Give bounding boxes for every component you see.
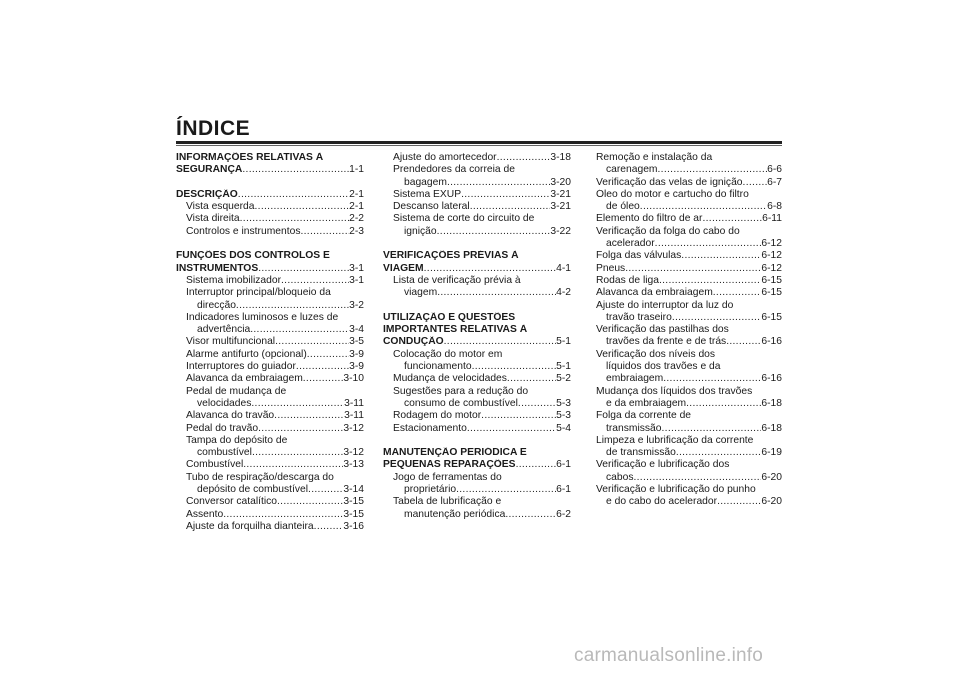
toc-dot-leader bbox=[640, 201, 767, 213]
toc-dot-leader bbox=[505, 509, 556, 521]
toc-entry-text: Sistema de corte do circuito de bbox=[393, 213, 535, 225]
toc-entry-text: Sugestões para a redução do bbox=[393, 385, 529, 397]
toc-entry-text: Tabela de lubrificação e bbox=[393, 496, 502, 508]
toc-entry[interactable] bbox=[176, 496, 364, 508]
toc-page-number: 3-9 bbox=[349, 361, 364, 373]
toc-entry[interactable] bbox=[383, 152, 571, 164]
toc-column-1 bbox=[176, 152, 364, 533]
toc-entry-text: Visor multifuncional bbox=[186, 336, 276, 348]
toc-entry[interactable] bbox=[596, 423, 782, 435]
toc-dot-leader bbox=[655, 238, 762, 250]
toc-entry[interactable] bbox=[176, 484, 364, 496]
toc-entry-text: depósito de combustível bbox=[197, 484, 309, 496]
toc-entry[interactable] bbox=[383, 189, 571, 201]
toc-section-heading bbox=[176, 152, 364, 164]
toc-page-number: 6-15 bbox=[761, 311, 782, 323]
toc-page-number: 6-1 bbox=[556, 459, 571, 471]
toc-entry-text: CONDUÇÃO bbox=[383, 336, 444, 348]
toc-page-number: 2-1 bbox=[349, 188, 364, 200]
toc-entry-text: viagem bbox=[404, 287, 438, 299]
toc-dot-leader bbox=[663, 373, 761, 385]
toc-page-number: 2-3 bbox=[349, 225, 364, 237]
toc-entry-text: Combustível bbox=[186, 459, 244, 471]
toc-dot-leader bbox=[223, 509, 343, 521]
toc-entry-text: Sistema imobilizador bbox=[186, 274, 281, 286]
toc-entry[interactable] bbox=[176, 361, 364, 373]
toc-entry-text: Prendedores da correia de bbox=[393, 164, 515, 176]
toc-section-heading[interactable] bbox=[383, 459, 571, 471]
toc-section-heading bbox=[383, 324, 571, 336]
toc-entry-text: ignição bbox=[404, 225, 437, 237]
toc-page-number: 3-2 bbox=[349, 299, 364, 311]
toc-dot-leader bbox=[702, 213, 762, 225]
page-title: ÍNDICE bbox=[176, 117, 251, 140]
toc-entry-text: cabos bbox=[606, 471, 634, 483]
toc-dot-leader bbox=[470, 201, 551, 213]
toc-entry[interactable] bbox=[383, 509, 571, 521]
toc-page-number: 3-9 bbox=[349, 348, 364, 360]
toc-entry-text: advertência bbox=[197, 324, 251, 336]
toc-entry-text: Remoção e instalação da bbox=[596, 152, 713, 163]
toc-page-number: 3-12 bbox=[343, 422, 364, 434]
toc-entry[interactable] bbox=[176, 459, 364, 471]
toc-dot-leader bbox=[303, 373, 344, 385]
toc-entry bbox=[383, 213, 571, 225]
toc-entry-text: Verificação das velas de ignição bbox=[596, 176, 743, 188]
toc-entry-text: Controlos e instrumentos bbox=[186, 225, 301, 237]
toc-entry[interactable] bbox=[383, 287, 571, 299]
toc-dot-leader bbox=[518, 398, 556, 410]
toc-entry[interactable] bbox=[176, 521, 364, 533]
toc-page-number: 5-4 bbox=[556, 422, 571, 434]
toc-entry-text: Alavanca do travão bbox=[186, 410, 275, 422]
toc-entry[interactable] bbox=[176, 410, 364, 422]
toc-entry-text: velocidades bbox=[197, 397, 252, 409]
toc-entry[interactable] bbox=[176, 300, 364, 312]
toc-entry-text: Sistema EXUP bbox=[393, 188, 462, 200]
toc-entry bbox=[176, 472, 364, 484]
toc-entry bbox=[596, 300, 782, 312]
toc-entry-text: Alarme antifurto (opcional) bbox=[186, 348, 307, 360]
toc-page-number: 6-20 bbox=[761, 496, 782, 508]
toc-entry-text: Colocação do motor em bbox=[393, 348, 503, 360]
toc-entry[interactable] bbox=[383, 361, 571, 373]
toc-spacer bbox=[383, 300, 571, 312]
toc-entry bbox=[383, 164, 571, 176]
toc-dot-leader bbox=[242, 164, 349, 176]
toc-page-number: 1-1 bbox=[349, 164, 364, 176]
toc-dot-leader bbox=[307, 349, 349, 361]
toc-entry-text: de óleo bbox=[606, 201, 640, 213]
toc-entry[interactable] bbox=[596, 213, 782, 225]
toc-page-number: 5-2 bbox=[556, 373, 571, 385]
toc-dot-leader bbox=[240, 213, 349, 225]
toc-dot-leader bbox=[662, 423, 762, 435]
toc-entry-text: Jogo de ferramentas do bbox=[393, 471, 502, 483]
toc-entry-text: Rodagem do motor bbox=[393, 410, 482, 422]
toc-entry-text: manutenção periódica bbox=[404, 508, 506, 520]
toc-page-number: 6-18 bbox=[761, 397, 782, 409]
toc-entry bbox=[176, 287, 364, 299]
toc-entry-text: travões da frente e de trás bbox=[606, 336, 727, 348]
toc-entry-text: Descanso lateral bbox=[393, 201, 470, 213]
toc-section-heading[interactable] bbox=[383, 336, 571, 348]
toc-entry bbox=[596, 459, 782, 471]
toc-dot-leader bbox=[424, 263, 556, 275]
toc-entry bbox=[596, 484, 782, 496]
toc-page-number: 6-2 bbox=[556, 508, 571, 520]
toc-entry-text: INFORMAÇÕES RELATIVAS À bbox=[176, 152, 324, 163]
toc-entry-text: IMPORTANTES RELATIVAS À bbox=[383, 324, 528, 336]
toc-page-number: 3-4 bbox=[349, 324, 364, 336]
toc-page-number: 2-1 bbox=[349, 201, 364, 213]
toc-entry-text: PEQUENAS REPARAÇÕES bbox=[383, 459, 516, 471]
toc-page-number: 3-1 bbox=[349, 274, 364, 286]
toc-page-number: 5-1 bbox=[556, 361, 571, 373]
toc-entry-text: Indicadores luminosos e luzes de bbox=[186, 311, 339, 323]
toc-page-number: 6-1 bbox=[556, 484, 571, 496]
toc-entry-text: Ajuste da forquilha dianteira bbox=[186, 520, 314, 532]
toc-dot-leader bbox=[743, 177, 768, 189]
toc-dot-leader bbox=[275, 336, 349, 348]
toc-entry bbox=[596, 361, 782, 373]
toc-entry bbox=[596, 435, 782, 447]
toc-page-number: 6-16 bbox=[761, 373, 782, 385]
toc-entry-text: consumo de combustível bbox=[404, 397, 518, 409]
toc-dot-leader bbox=[281, 275, 349, 287]
toc-entry-text: Verificação e lubrificação do punho bbox=[596, 484, 756, 496]
toc-entry bbox=[596, 349, 782, 361]
toc-entry[interactable] bbox=[176, 509, 364, 521]
toc-page-number: 3-21 bbox=[550, 188, 571, 200]
toc-section-heading bbox=[383, 250, 571, 262]
toc-dot-leader bbox=[258, 423, 343, 435]
toc-column-3 bbox=[596, 152, 782, 509]
toc-entry[interactable] bbox=[176, 336, 364, 348]
toc-entry[interactable] bbox=[176, 398, 364, 410]
toc-section-heading bbox=[383, 447, 571, 459]
toc-dot-leader bbox=[236, 300, 349, 312]
toc-entry-text: Tubo de respiração/descarga do bbox=[186, 471, 334, 483]
toc-dot-leader bbox=[497, 152, 551, 164]
toc-entry[interactable] bbox=[596, 472, 782, 484]
toc-entry-text: Verificação dos níveis dos bbox=[596, 348, 716, 360]
toc-entry-text: líquidos dos travões e da bbox=[606, 361, 721, 373]
toc-page-number: 4-2 bbox=[556, 287, 571, 299]
toc-entry-text: Limpeza e lubrificação da corrente bbox=[596, 434, 754, 446]
toc-entry bbox=[383, 275, 571, 287]
toc-entry[interactable] bbox=[596, 287, 782, 299]
toc-page-number: 3-10 bbox=[343, 373, 364, 385]
toc-entry-text: acelerador bbox=[606, 238, 655, 250]
toc-dot-leader bbox=[437, 226, 551, 238]
toc-entry-text: combustível bbox=[197, 447, 252, 459]
watermark: carmanualsonline.info bbox=[574, 645, 764, 666]
toc-dot-leader bbox=[296, 361, 349, 373]
toc-spacer bbox=[383, 435, 571, 447]
toc-entry[interactable] bbox=[176, 373, 364, 385]
toc-entry-text: Verificação da folga do cabo do bbox=[596, 225, 740, 237]
toc-page-number: 3-5 bbox=[349, 336, 364, 348]
toc-entry[interactable] bbox=[176, 226, 364, 238]
toc-entry[interactable] bbox=[383, 398, 571, 410]
toc-dot-leader bbox=[658, 164, 768, 176]
toc-entry-text: Elemento do filtro de ar bbox=[596, 213, 703, 225]
toc-entry-text: Vista esquerda bbox=[186, 201, 255, 213]
toc-page-number: 6-15 bbox=[761, 274, 782, 286]
toc-page-number: 6-11 bbox=[762, 213, 782, 225]
toc-dot-leader bbox=[461, 189, 550, 201]
toc-entry-text: Alavanca da embraiagem bbox=[186, 373, 303, 385]
toc-entry[interactable] bbox=[383, 201, 571, 213]
toc-entry-text: Rodas de liga bbox=[596, 274, 659, 286]
toc-page-number: 5-1 bbox=[556, 336, 571, 348]
toc-page-number: 3-22 bbox=[550, 225, 571, 237]
toc-dot-leader bbox=[456, 484, 556, 496]
toc-entry-text: Interruptor principal/bloqueio da bbox=[186, 287, 331, 299]
toc-entry[interactable] bbox=[596, 201, 782, 213]
toc-entry[interactable] bbox=[596, 447, 782, 459]
toc-entry-text: Estacionamento bbox=[393, 422, 467, 434]
toc-page-number: 3-11 bbox=[344, 410, 364, 422]
toc-entry bbox=[383, 496, 571, 508]
toc-entry[interactable] bbox=[383, 423, 571, 435]
toc-dot-leader bbox=[625, 263, 761, 275]
toc-page-number: 3-11 bbox=[344, 397, 364, 409]
toc-dot-leader bbox=[472, 361, 557, 373]
toc-section-heading[interactable] bbox=[176, 263, 364, 275]
toc-entry-text: Alavanca da embraiagem bbox=[596, 287, 713, 299]
toc-page-number: 3-15 bbox=[343, 508, 364, 520]
toc-dot-leader bbox=[314, 521, 344, 533]
toc-entry-text: embraiagem bbox=[606, 373, 664, 385]
toc-page-number: 3-20 bbox=[550, 176, 571, 188]
toc-entry bbox=[383, 472, 571, 484]
toc-entry-text: de transmissão bbox=[606, 447, 676, 459]
toc-entry[interactable] bbox=[596, 177, 782, 189]
toc-entry-text: Pedal do travão bbox=[186, 422, 259, 434]
toc-entry-text: direcção bbox=[197, 299, 236, 311]
toc-page-number: 6-12 bbox=[761, 262, 782, 274]
toc-entry-text: e do cabo do acelerador bbox=[606, 496, 718, 508]
toc-dot-leader bbox=[250, 324, 349, 336]
toc-dot-leader bbox=[308, 484, 343, 496]
toc-dot-leader bbox=[672, 312, 762, 324]
toc-page-number: 6-12 bbox=[761, 250, 782, 262]
toc-page-number: 3-12 bbox=[343, 447, 364, 459]
toc-entry-text: Conversor catalítico bbox=[186, 496, 277, 508]
toc-entry bbox=[176, 312, 364, 324]
toc-entry[interactable] bbox=[596, 398, 782, 410]
toc-entry-text: carenagem bbox=[606, 164, 658, 176]
toc-entry-text: e da embraiagem bbox=[606, 397, 687, 409]
toc-entry[interactable] bbox=[596, 336, 782, 348]
toc-entry bbox=[596, 410, 782, 422]
toc-entry-text: MANUTENÇÃO PERIÓDICA E bbox=[383, 447, 527, 459]
toc-section-heading bbox=[176, 250, 364, 262]
toc-entry[interactable] bbox=[596, 263, 782, 275]
toc-entry-text: Ajuste do interruptor da luz do bbox=[596, 299, 734, 311]
toc-entry[interactable] bbox=[383, 177, 571, 189]
toc-dot-leader bbox=[681, 250, 761, 262]
toc-page-number: 6-15 bbox=[761, 287, 782, 299]
toc-dot-leader bbox=[444, 336, 556, 348]
toc-entry-text: proprietário bbox=[404, 484, 457, 496]
toc-dot-leader bbox=[300, 226, 349, 238]
toc-page-number: 4-1 bbox=[556, 262, 571, 274]
toc-dot-leader bbox=[467, 423, 556, 435]
toc-dot-leader bbox=[243, 459, 343, 471]
toc-dot-leader bbox=[255, 201, 350, 213]
toc-entry-text: VIAGEM bbox=[383, 262, 424, 274]
toc-entry[interactable] bbox=[176, 324, 364, 336]
toc-entry-text: Ajuste do amortecedor bbox=[393, 152, 497, 163]
toc-section-heading[interactable] bbox=[176, 164, 364, 176]
toc-dot-leader bbox=[252, 447, 343, 459]
toc-entry[interactable] bbox=[596, 496, 782, 508]
toc-section-heading[interactable] bbox=[176, 189, 364, 201]
toc-page-number: 6-19 bbox=[761, 447, 782, 459]
toc-entry-text: SEGURANÇA bbox=[176, 164, 243, 176]
toc-entry-text: DESCRIÇÃO bbox=[176, 188, 238, 200]
toc-page-number: 3-14 bbox=[343, 484, 364, 496]
toc-page-number: 6-6 bbox=[767, 164, 782, 176]
toc-entry-text: Interruptores do guiador bbox=[186, 361, 296, 373]
toc-dot-leader bbox=[633, 472, 761, 484]
toc-page-number: 3-21 bbox=[550, 201, 571, 213]
toc-entry bbox=[176, 386, 364, 398]
toc-entry-text: Folga da corrente de bbox=[596, 410, 692, 422]
toc-entry bbox=[596, 226, 782, 238]
toc-entry[interactable] bbox=[176, 275, 364, 287]
toc-dot-leader bbox=[251, 398, 344, 410]
toc-entry-text: UTILIZAÇÃO E QUESTÕES bbox=[383, 311, 516, 323]
toc-column-2 bbox=[383, 152, 571, 521]
toc-entry-text: INSTRUMENTOS bbox=[176, 262, 259, 274]
toc-spacer bbox=[176, 238, 364, 250]
toc-dot-leader bbox=[238, 189, 349, 201]
toc-section-heading bbox=[383, 312, 571, 324]
toc-spacer bbox=[176, 177, 364, 189]
toc-page-number: 3-18 bbox=[550, 152, 571, 163]
toc-entry-text: FUNÇÕES DOS CONTROLOS E bbox=[176, 250, 330, 262]
toc-entry bbox=[596, 324, 782, 336]
toc-dot-leader bbox=[686, 398, 761, 410]
toc-entry bbox=[596, 152, 782, 164]
toc-entry[interactable] bbox=[383, 373, 571, 385]
toc-entry[interactable] bbox=[176, 201, 364, 213]
toc-page-number: 3-1 bbox=[349, 262, 364, 274]
toc-dot-leader bbox=[437, 287, 556, 299]
toc-entry-text: Verificação e lubrificação dos bbox=[596, 459, 730, 471]
toc-page-number: 6-18 bbox=[761, 422, 782, 434]
toc-entry bbox=[596, 386, 782, 398]
toc-page-number: 3-13 bbox=[343, 459, 364, 471]
toc-entry bbox=[176, 435, 364, 447]
title-rule bbox=[176, 141, 782, 144]
toc-entry-text: Mudança de velocidades bbox=[393, 373, 507, 385]
toc-dot-leader bbox=[447, 177, 550, 189]
toc-entry[interactable] bbox=[596, 164, 782, 176]
toc-entry-text: Assento bbox=[186, 508, 224, 520]
toc-entry bbox=[383, 386, 571, 398]
toc-entry[interactable] bbox=[176, 349, 364, 361]
toc-entry[interactable] bbox=[596, 238, 782, 250]
toc-entry bbox=[596, 189, 782, 201]
toc-dot-leader bbox=[659, 275, 761, 287]
toc-dot-leader bbox=[516, 459, 557, 471]
toc-entry-text: Verificação das pastilhas dos bbox=[596, 324, 729, 336]
toc-dot-leader bbox=[507, 373, 556, 385]
toc-entry bbox=[383, 349, 571, 361]
toc-page-number: 3-15 bbox=[343, 496, 364, 508]
toc-entry[interactable] bbox=[383, 226, 571, 238]
toc-page-number: 6-8 bbox=[767, 201, 782, 213]
toc-page-number: 6-16 bbox=[761, 336, 782, 348]
toc-entry[interactable] bbox=[596, 312, 782, 324]
toc-entry-text: Tampa do depósito de bbox=[186, 434, 288, 446]
toc-section-heading[interactable] bbox=[383, 263, 571, 275]
toc-dot-leader bbox=[717, 496, 761, 508]
toc-page-number: 6-7 bbox=[767, 176, 782, 188]
toc-dot-leader bbox=[676, 447, 762, 459]
toc-page-number: 3-16 bbox=[343, 520, 364, 532]
toc-entry-text: Óleo do motor e cartucho do filtro bbox=[596, 188, 749, 200]
toc-page-number: 6-20 bbox=[761, 471, 782, 483]
toc-dot-leader bbox=[277, 496, 343, 508]
toc-dot-leader bbox=[713, 287, 762, 299]
toc-entry[interactable] bbox=[383, 410, 571, 422]
toc-entry[interactable] bbox=[383, 484, 571, 496]
toc-entry[interactable] bbox=[596, 275, 782, 287]
toc-dot-leader bbox=[481, 410, 556, 422]
toc-entry-text: funcionamento bbox=[404, 361, 472, 373]
toc-page-number: 5-3 bbox=[556, 397, 571, 409]
toc-page-number: 6-12 bbox=[761, 238, 782, 250]
toc-entry-text: Pedal de mudança de bbox=[186, 385, 287, 397]
toc-entry[interactable] bbox=[596, 250, 782, 262]
toc-spacer bbox=[383, 238, 571, 250]
toc-entry-text: transmissão bbox=[606, 422, 662, 434]
toc-entry-text: VERIFICAÇÕES PRÉVIAS À bbox=[383, 250, 519, 262]
toc-entry-text: Vista direita bbox=[186, 213, 240, 225]
toc-entry-text: bagagem bbox=[404, 176, 447, 188]
toc-entry-text: Pneus bbox=[596, 262, 626, 274]
toc-entry[interactable] bbox=[596, 373, 782, 385]
toc-dot-leader bbox=[726, 336, 761, 348]
toc-entry-text: Mudança dos líquidos dos travões bbox=[596, 385, 753, 397]
toc-entry-text: Lista de verificação prévia à bbox=[393, 274, 521, 286]
toc-entry[interactable] bbox=[176, 213, 364, 225]
toc-entry-text: Folga das válvulas bbox=[596, 250, 682, 262]
title-rule-thin bbox=[176, 145, 782, 146]
toc-dot-leader bbox=[258, 263, 349, 275]
toc-entry[interactable] bbox=[176, 423, 364, 435]
toc-entry-text: travão traseiro bbox=[606, 311, 672, 323]
toc-dot-leader bbox=[274, 410, 344, 422]
toc-page-number: 5-3 bbox=[556, 410, 571, 422]
toc-page-number: 2-2 bbox=[349, 213, 364, 225]
toc-entry[interactable] bbox=[176, 447, 364, 459]
